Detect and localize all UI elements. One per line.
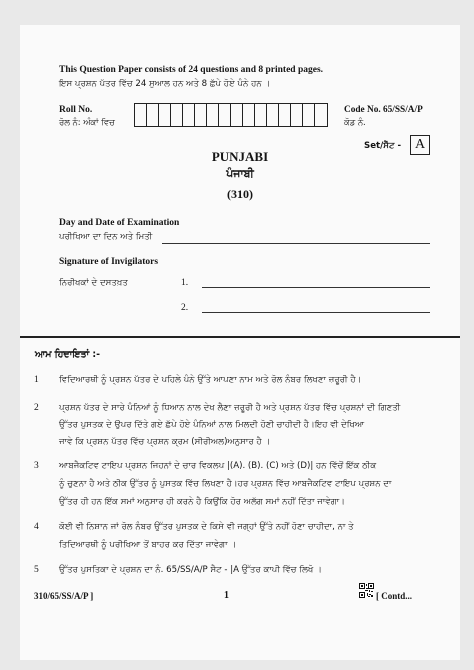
exam-date-line[interactable] — [162, 243, 430, 244]
instruction-text-4-2: ਤਿਦਿਆਰਥੀ ਨੂੰ ਪਰੀਖਿਆ ਤੋਂ ਬਾਹਰ ਕਰ ਦਿੱਤਾ ਜਾਵੇਗਾ । — [59, 540, 237, 550]
subject-title-en: PUNJABI — [211, 149, 269, 164]
roll-cell[interactable] — [243, 104, 255, 126]
roll-cell[interactable] — [219, 104, 231, 126]
roll-cell[interactable] — [279, 104, 291, 126]
instruction-number: 4 — [34, 522, 39, 532]
invigilator-1-number: 1. — [181, 278, 189, 288]
footer-paper-code: 310/65/SS/A/P ] — [34, 591, 94, 601]
invigilator-2-number: 2. — [181, 303, 189, 313]
footer-contd: [ Contd... — [376, 591, 413, 601]
set-value-box: A — [410, 135, 430, 155]
qr-code-icon — [359, 583, 374, 598]
exam-date-label-pa: ਪਰੀਖਿਆ ਦਾ ਦਿਨ ਅਤੇ ਮਿਤੀ — [59, 232, 153, 242]
subject-code: (310) — [227, 187, 253, 201]
invigilator-1-line[interactable] — [202, 287, 430, 288]
instruction-text-5-1: ਉੱਤਰ ਪੁਸਤਿਕਾ ਦੇ ਪ੍ਰਸ਼ਨ ਦਾ ਨੰ. 65/SS/A/P ਸੈਟ - |A ਉੱਤਰ ਕਾਪੀ ਵਿੱਚ ਲਿਖੋ । — [59, 565, 322, 575]
question-paper-page — [20, 25, 460, 660]
roll-cell[interactable] — [231, 104, 243, 126]
roll-cell[interactable] — [207, 104, 219, 126]
instruction-text-1-1: ਵਿਦਿਆਰਥੀ ਨੂੰ ਪ੍ਰਸ਼ਨ ਪੱਤਰ ਦੇ ਪਹਿਲੇ ਪੰਨੇ ਉੱਤੇ ਆਪਣਾ ਨਾਮ ਅਤੇ ਰੋਲ ਨੰਬਰ ਲਿਖਣਾ ਜ਼ਰੂਰੀ ਹੈ। — [59, 375, 362, 385]
roll-cell[interactable] — [267, 104, 279, 126]
invigilator-2-line[interactable] — [202, 312, 430, 313]
instruction-number: 5 — [34, 565, 39, 575]
instruction-text-2-3: ਜਾਵੇ ਕਿ ਪ੍ਰਸ਼ਨ ਪੱਤਰ ਵਿੱਚ ਪ੍ਰਸ਼ਨ ਕ੍ਰਮ (ਸੀਰੀਅਲ)ਅਨੁਸਾਰ ਹੈ । — [59, 437, 271, 447]
header-line-pa: ਇਸ ਪ੍ਰਸ਼ਨ ਪੱਤਰ ਵਿੱਚ 24 ਸੁਆਲ ਹਨ ਅਤੇ 8 ਛੱਪੇ ਹੋਏ ਪੰਨੇ ਹਨ । — [59, 79, 271, 89]
roll-cell[interactable] — [303, 104, 315, 126]
header-line-en: This Question Paper consists of 24 questions and 8 printed pages. — [59, 65, 324, 75]
roll-label-en: Roll No. — [59, 105, 93, 115]
instruction-text-3-3: ਉੱਤਰ ਹੀ ਹਨ ਇੱਕ ਸਮਾਂ ਅਨੁਸਾਰ ਹੀ ਕਰਨੇ ਹੈ ਕਿਉਂਕਿ ਹੋਰ ਅਲੱਗ ਸਮਾਂ ਨਹੀਂ ਦਿੱਤਾ ਜਾਵੇਗਾ। — [59, 497, 345, 507]
instruction-text-2-2: ਉੱਤਰ ਪੁਸਤਕ ਦੇ ਉਪਰ ਦਿੱਤੇ ਗਏ ਛੱਪੇ ਹੋਏ ਪੰਨਿਆਂ ਨਾਲ ਮਿਲਦੀ ਹੋਣੀ ਚਾਹੀਦੀ ਹੈ।ਇਹ ਵੀ ਦੇਖਿਆ — [59, 420, 365, 430]
invigilators-label-pa: ਨਿਰੀਖਕਾਂ ਦੇ ਦਸਤਖ਼ਤ — [59, 278, 128, 288]
roll-cell[interactable] — [195, 104, 207, 126]
footer-page-number: 1 — [224, 590, 229, 601]
roll-cell[interactable] — [183, 104, 195, 126]
instruction-number: 3 — [34, 461, 39, 471]
roll-cell[interactable] — [147, 104, 159, 126]
instruction-text-2-1: ਪ੍ਰਸ਼ਨ ਪੱਤਰ ਦੇ ਸਾਰੇ ਪੰਨਿਆਂ ਨੂੰ ਧਿਆਨ ਨਾਲ ਦੇਖ ਲੈਣਾ ਜ਼ਰੂਰੀ ਹੈ ਅਤੇ ਪ੍ਰਸ਼ਨ ਪੱਤਰ ਵਿੱਚ ਪ੍ਰਸ਼ਨਾਂ ਦੀ ਗਿਣਤੀ — [59, 403, 401, 413]
roll-cell[interactable] — [171, 104, 183, 126]
subject-title-pa: ਪੰਜਾਬੀ — [226, 167, 254, 180]
instructions-heading: ਆਮ ਹਿਦਾਇਤਾਂ :- — [35, 349, 100, 360]
roll-number-boxes[interactable] — [134, 103, 328, 127]
instruction-number: 2 — [34, 403, 39, 413]
section-divider — [20, 336, 460, 338]
roll-cell[interactable] — [135, 104, 147, 126]
exam-date-label-en: Day and Date of Examination — [59, 218, 180, 228]
roll-cell[interactable] — [291, 104, 303, 126]
roll-cell[interactable] — [159, 104, 171, 126]
instruction-text-4-1: ਕੋਈ ਵੀ ਨਿਸ਼ਾਨ ਜਾਂ ਰੋਲ ਨੰਬਰ ਉੱਤਰ ਪੁਸਤਕ ਦੇ ਕਿਸੇ ਵੀ ਜਗ੍ਹਾਂ ਉੱਤੇ ਨਹੀਂ ਹੋਣਾ ਚਾਹੀਦਾ, ਨਾ ਤੇ — [59, 522, 354, 532]
roll-cell[interactable] — [255, 104, 267, 126]
roll-label-pa: ਰੋਲ ਨੰ: ਅੰਕਾਂ ਵਿਚ — [59, 117, 115, 127]
roll-cell[interactable] — [315, 104, 327, 126]
invigilators-label-en: Signature of Invigilators — [59, 257, 159, 267]
instruction-text-3-1: ਆਬਜੈਕਟਿਵ ਟਾਇਪ ਪ੍ਰਸ਼ਨ ਜਿਹਨਾਂ ਦੇ ਚਾਰ ਵਿਕਲਪ |(A). (B). (C) ਅਤੇ (D)| ਹਨ ਵਿੱਚੋਂ ਇੱਕ ਠੀਕ — [59, 461, 377, 471]
code-label-en: Code No. 65/SS/A/P — [344, 105, 423, 115]
set-label: Set/ਸੈੱਟ - — [364, 141, 402, 151]
code-label-pa: ਕੋਡ ਨੰ. — [344, 117, 366, 127]
instruction-text-3-2: ਨੂੰ ਚੁਣਨਾ ਹੈ ਅਤੇ ਠੀਕ ਉੱਤਰ ਨੂੰ ਪੁਸਤਕ ਵਿੱਚ ਲਿਖਣਾ ਹੈ।ਹਰ ਪ੍ਰਸ਼ਨ ਵਿੱਚ ਆਬਜੈਕਟਿਵ ਟਾਇਪ ਪ੍ਰਸ਼ਨ ਦਾ — [59, 479, 392, 489]
instruction-number: 1 — [34, 375, 39, 385]
